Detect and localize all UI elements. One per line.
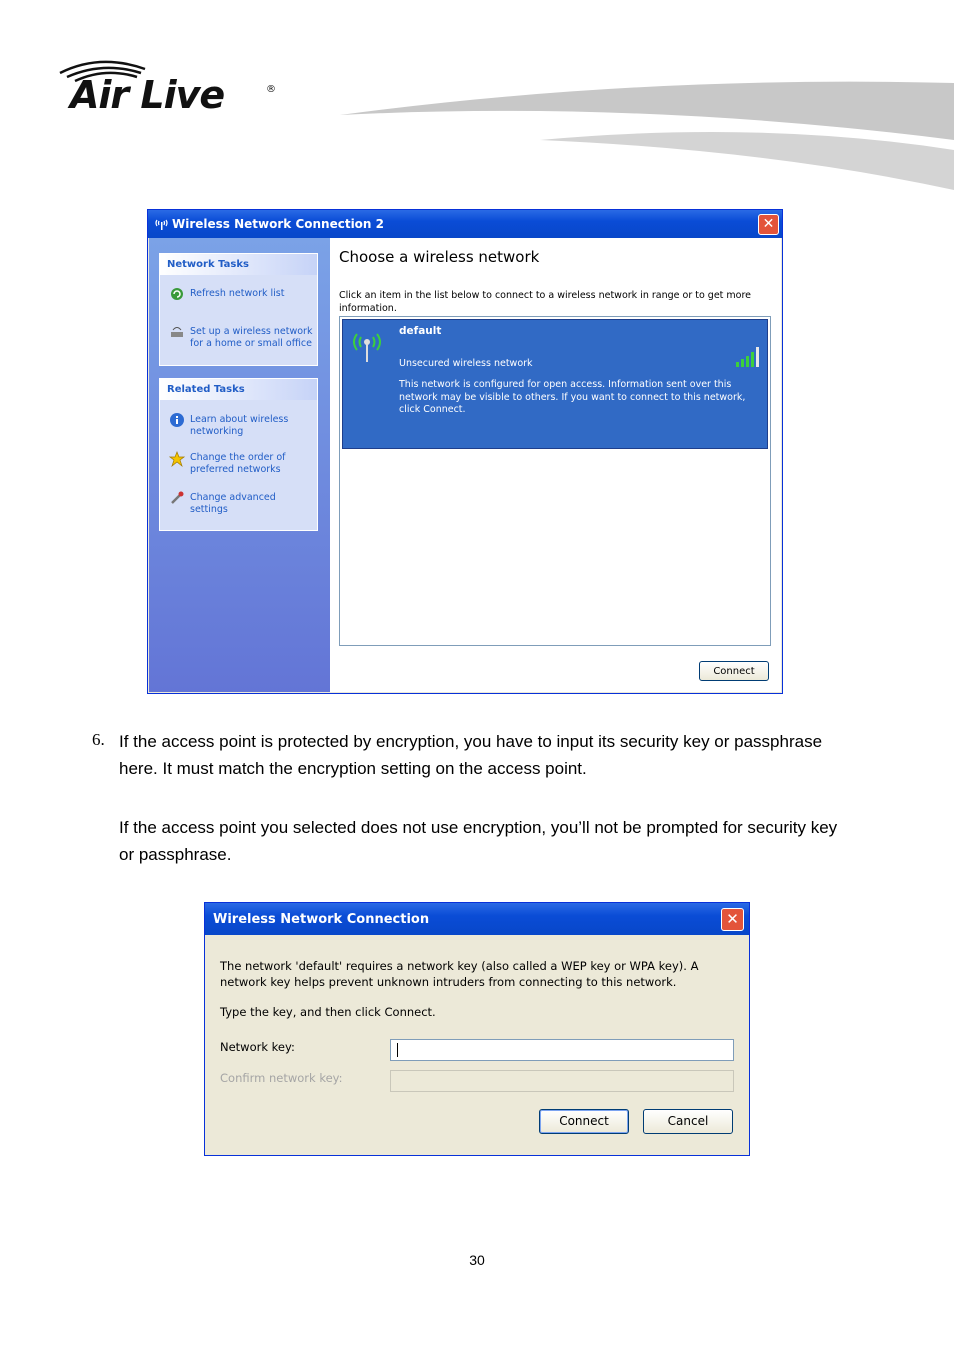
- network-tasks-heading[interactable]: Network Tasks: [160, 254, 317, 275]
- confirm-key-input: [390, 1070, 734, 1092]
- task-sidebar: [149, 238, 330, 692]
- header-swoosh-decoration: [340, 80, 954, 195]
- close-button[interactable]: [758, 214, 779, 235]
- type-key-prompt: Type the key, and then click Connect.: [220, 1005, 436, 1019]
- change-advanced-settings-link[interactable]: Change advanced settings: [190, 492, 276, 515]
- main-panel: [330, 238, 781, 692]
- related-tasks-panel: [159, 378, 318, 531]
- settings-icon: [169, 490, 185, 506]
- dialog-connect-button[interactable]: Connect: [539, 1109, 629, 1134]
- network-tasks-panel: [159, 253, 318, 366]
- registered-mark: ®: [266, 84, 276, 95]
- window-title: Wireless Network Connection 2: [172, 217, 384, 231]
- connect-button[interactable]: Connect: [699, 661, 769, 681]
- confirm-key-label: Confirm network key:: [220, 1071, 343, 1085]
- brand-logo-text: Air Live: [70, 73, 225, 117]
- dialog-cancel-button[interactable]: Cancel: [643, 1109, 733, 1134]
- close-icon: ✕: [726, 910, 739, 928]
- dialog-close-button[interactable]: [721, 908, 744, 931]
- page-number: 30: [469, 1252, 485, 1268]
- network-key-message: The network 'default' requires a network key (also called a WEP key or WPA key). A network key helps prevent unknown intruders from connecting to this network.: [220, 959, 699, 989]
- window-titlebar[interactable]: [148, 210, 782, 238]
- close-icon: ✕: [762, 216, 775, 232]
- network-name: default: [399, 325, 442, 337]
- wireless-network-connection-2-window: [147, 209, 783, 694]
- network-key-label: Network key:: [220, 1040, 295, 1054]
- network-list[interactable]: [339, 316, 771, 646]
- step-paragraph-1: If the access point is protected by encryption, you have to input its security key or passphrase here. It must match the encryption setting on the access point.: [119, 732, 823, 778]
- star-icon: [169, 451, 185, 467]
- signal-strength-icon: [735, 346, 763, 368]
- dialog-titlebar[interactable]: [205, 903, 749, 935]
- wireless-icon: [154, 216, 169, 231]
- step-paragraph-2: If the access point you selected does not use encryption, you’ll not be prompted for security key or passphrase.: [119, 818, 838, 864]
- dialog-title: Wireless Network Connection: [213, 912, 430, 927]
- info-icon: [169, 412, 185, 428]
- antenna-icon: [349, 328, 385, 364]
- network-security: Unsecured wireless network: [399, 358, 533, 369]
- network-key-dialog: [204, 902, 750, 1156]
- refresh-icon: [169, 286, 185, 302]
- choose-network-heading: Choose a wireless network: [339, 248, 540, 266]
- network-item-default[interactable]: [342, 319, 768, 449]
- text-caret: [397, 1043, 398, 1057]
- network-key-input[interactable]: [390, 1039, 734, 1061]
- refresh-network-list-link[interactable]: Refresh network list: [190, 288, 285, 299]
- setup-network-icon: [169, 324, 185, 340]
- learn-wireless-link[interactable]: Learn about wireless networking: [190, 414, 289, 437]
- related-tasks-heading[interactable]: Related Tasks: [160, 379, 317, 400]
- change-order-link[interactable]: Change the order of preferred networks: [190, 452, 286, 475]
- instructions-text: Click an item in the list below to connect to a wireless network in range or to get more information.: [339, 290, 752, 314]
- setup-wireless-network-link[interactable]: Set up a wireless network for a home or small office: [190, 326, 313, 349]
- network-description: This network is configured for open access. Information sent over this network may be visible to others. If you want to connect to this network, click Connect.: [399, 379, 746, 415]
- step-number: 6.: [92, 730, 105, 749]
